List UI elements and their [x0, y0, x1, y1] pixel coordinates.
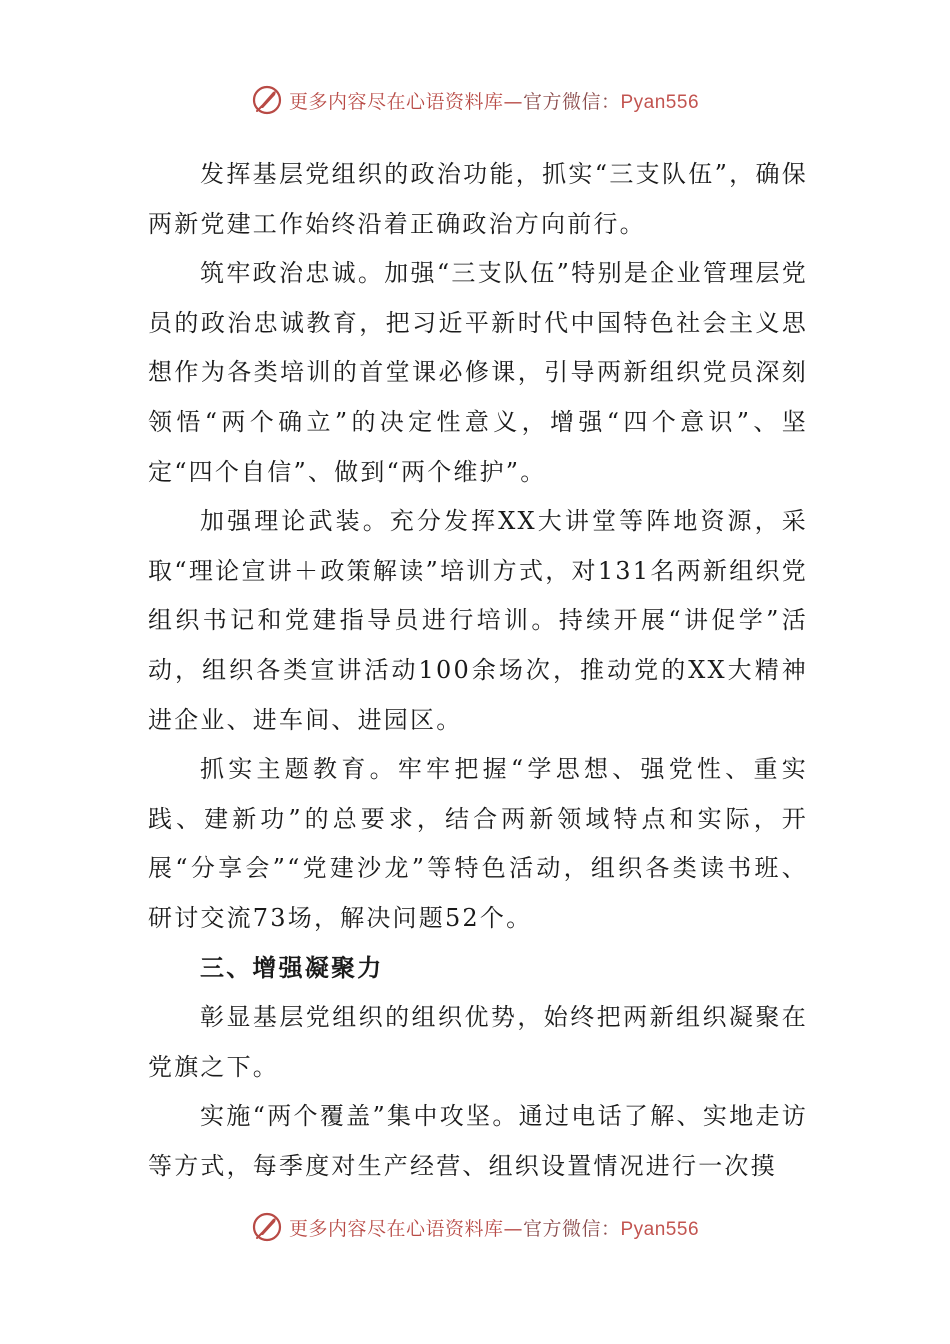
paragraph: 实施“两个覆盖”集中攻坚。通过电话了解、实地走访等方式，每季度对生产经营、组织设置情况进行一次摸: [148, 1102, 808, 1180]
watermark-dash: —: [503, 1217, 523, 1240]
watermark-wechat-id: Pyan556: [620, 91, 700, 113]
watermark-main: 更多内容尽在心语资料库: [288, 1217, 504, 1240]
watermark-header: [0, 84, 950, 116]
watermark-wechat-id: Pyan556: [620, 1218, 700, 1240]
quill-logo-icon: [251, 84, 283, 116]
quill-logo-icon: [251, 1211, 283, 1243]
watermark-footer: [0, 1211, 950, 1243]
section-heading: 三、增强凝聚力: [200, 953, 384, 982]
watermark-text: [289, 1214, 699, 1241]
watermark-dash: —: [503, 90, 523, 113]
document-body: [148, 150, 808, 1191]
watermark-wechat-label: 官方微信：: [522, 90, 621, 113]
paragraph: 加强理论武装。充分发挥XX大讲堂等阵地资源，采取“理论宣讲＋政策解读”培训方式，对131名两新组织党组织书记和党建指导员进行培训。持续开展“讲促学”活动，组织各类宣讲活动100余场次，推动党的XX大精神进企业、进车间、进园区。: [148, 507, 808, 734]
paragraph: 彰显基层党组织的组织优势，始终把两新组织凝聚在党旗之下。: [148, 1003, 808, 1081]
paragraph: 发挥基层党组织的政治功能，抓实“三支队伍”，确保两新党建工作始终沿着正确政治方向前行。: [148, 160, 808, 238]
paragraph: 筑牢政治忠诚。加强“三支队伍”特别是企业管理层党员的政治忠诚教育，把习近平新时代中国特色社会主义思想作为各类培训的首堂课必修课，引导两新组织党员深刻领悟“两个确立”的决定性意义，增强“四个意识”、坚定“四个自信”、做到“两个维护”。: [148, 259, 808, 486]
watermark-wechat-label: 官方微信：: [522, 1217, 621, 1240]
watermark-text: [289, 87, 699, 114]
watermark-main: 更多内容尽在心语资料库: [288, 90, 504, 113]
paragraph: 抓实主题教育。牢牢把握“学思想、强党性、重实践、建新功”的总要求，结合两新领域特点和实际，开展“分享会”“党建沙龙”等特色活动，组织各类读书班、研讨交流73场，解决问题52个。: [148, 755, 808, 932]
